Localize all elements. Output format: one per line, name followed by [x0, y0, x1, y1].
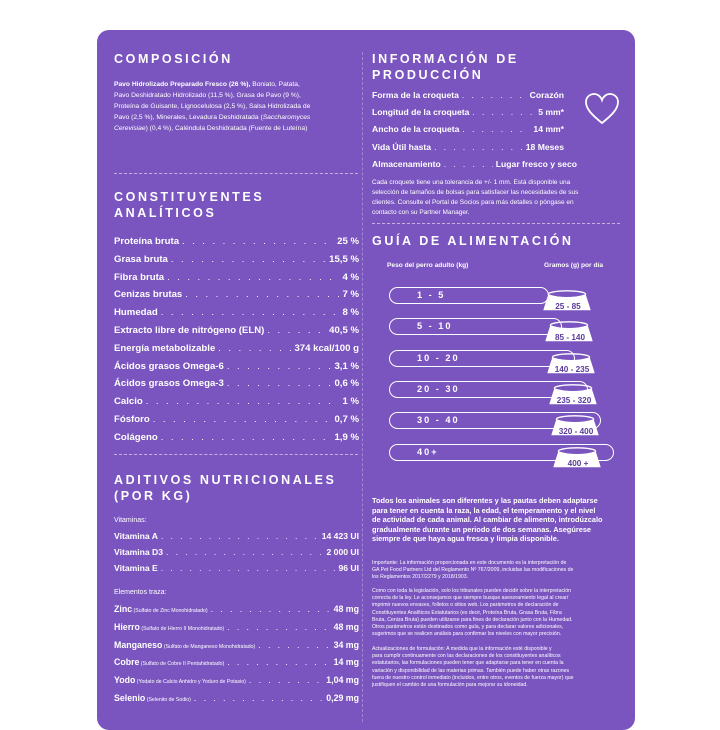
divider: [372, 223, 620, 224]
elements-heading: Elementos traza:: [114, 589, 167, 596]
dot-leader: [462, 90, 527, 100]
feeding-grams-label: 400 +: [567, 458, 589, 468]
element-row: [114, 622, 359, 632]
legal-line: variación y disponibilidad de las materias primas. También puede haber otras razones: [372, 667, 570, 674]
feeding-grams-label: 235 - 320: [556, 395, 592, 405]
feeding-advice-line: de actividad de cada animal. Al cambiar de alimento, introdúzcalo: [372, 515, 603, 525]
legal-line: sugerimos que se realicen análisis para confirmar los niveles con mayor precisión.: [372, 631, 562, 638]
legal-line: Constituyentes Analíticos Estatutarios (es decir, Proteína Bruta, Grasa Bruta, Fibra: [372, 609, 562, 616]
analytical-row-label: Proteína bruta: [114, 236, 180, 247]
element-row-note: (Sulfato de Manganeso Monohidratado): [162, 643, 256, 650]
legal-law: [372, 588, 627, 638]
production-note-line: clientes. Consulte el Portal de Socios para más detalles o póngase en: [372, 199, 574, 206]
vitamin-row-value: 2 000 UI: [326, 547, 359, 557]
legal-line: Otros parámetros están destinados como guía, y para declarar valores adicionales,: [372, 624, 564, 631]
analytical-row: [114, 378, 359, 389]
legal-line: los Reglamentos 2017/2279 y 2018/1903.: [372, 574, 469, 581]
analytical-row: [114, 325, 359, 336]
production-row-value: Lugar fresco y seco: [495, 158, 577, 169]
dot-leader: [444, 159, 493, 169]
analytical-row-label: Fibra bruta: [114, 271, 165, 283]
dot-leader: [161, 563, 336, 573]
element-row-note: (Selenito de Sodio): [145, 697, 191, 703]
production-row: [372, 142, 564, 152]
element-row: [114, 675, 359, 685]
analytical-row-label: Humedad: [114, 307, 158, 319]
element-row: [114, 657, 359, 667]
legal-line: GA Pet Food Partners Ltd del Reglamento Nº 767/2009, incluidas las modificaciones de: [372, 567, 574, 574]
analytical-row: [114, 432, 359, 443]
feeding-advice-line: siempre de que haya agua fresca y limpia disponible.: [372, 534, 559, 544]
element-row-note: (Sulfato de Zinc Monohidratado): [132, 608, 208, 614]
analytical-title-line1: CONSTITUYENTES: [114, 190, 265, 204]
analytical-row-value: 3,1 %: [334, 360, 359, 372]
production-note: [372, 178, 622, 218]
vitamin-row-label: Vitamina A: [114, 531, 158, 541]
analytical-row: [114, 236, 359, 247]
dot-leader: [227, 622, 330, 632]
production-row-label: Longitud de la croqueta: [372, 107, 470, 118]
legal-line: Actualizaciones de formulación: A medida que la información esté disponible y: [372, 646, 552, 652]
composition-line: Pavo Deshidratado Hidrolizado (11,5 %), Grasa de Pavo (9 %),: [114, 92, 301, 99]
dot-leader: [171, 254, 326, 265]
dot-leader: [267, 325, 326, 336]
analytical-row: [114, 272, 359, 283]
vitamin-row: [114, 563, 359, 573]
analytical-row-value: 1,9 %: [334, 431, 359, 443]
feeding-grams-label: 25 - 85: [555, 302, 581, 311]
analytical-row-value: 1 %: [342, 396, 359, 408]
composition-title: COMPOSICIÓN: [114, 52, 233, 66]
feeding-advice: [372, 496, 627, 544]
composition-line: Pavo Hidrolizado Preparado Fresco (26 %), Boniato, Patata,: [114, 81, 300, 88]
production-row: [372, 90, 564, 100]
production-row-label: Ancho de la croqueta: [372, 124, 460, 135]
element-row-note: (Sulfato de Hierro II Monohidratado): [139, 625, 225, 632]
element-row: [114, 693, 359, 703]
analytical-row-label: Extracto libre de nitrógeno (ELN): [114, 325, 265, 336]
element-row-value: 48 mg: [333, 604, 359, 614]
element-row-note: (Sulfato de Cobre II Pentahidratado): [139, 661, 225, 668]
dot-leader: [194, 693, 323, 703]
feeding-weight-range: 5 - 10: [417, 321, 453, 332]
feeding-col-grams: Gramos (g) por día: [544, 262, 603, 269]
element-row-label: Cobre: [114, 657, 140, 668]
analytical-row-value: 15,5 %: [329, 253, 359, 265]
dot-leader: [227, 657, 330, 667]
feeding-grams-label: 320 - 400: [558, 427, 594, 437]
dot-leader: [153, 414, 332, 425]
analytical-row-label: Colágeno: [114, 431, 158, 443]
divider: [114, 454, 358, 455]
composition-text: [114, 79, 364, 134]
additives-title-line2: (POR KG): [114, 489, 193, 503]
vitamin-row: [114, 531, 359, 541]
analytical-row: [114, 361, 359, 372]
production-title-line2: PRODUCCIÓN: [372, 68, 484, 82]
feeding-weight-range: 40+: [417, 446, 439, 457]
legal-important: [372, 560, 627, 582]
column-divider: [362, 52, 363, 722]
feeding-advice-line: Todos los animales son diferentes y las pautas deben adaptarse: [372, 496, 598, 505]
element-row-value: 34 mg: [333, 639, 359, 650]
vitamins-heading: Vitaminas:: [114, 517, 147, 524]
production-row-value: 5 mm*: [538, 107, 564, 118]
feeding-weight-bar: [389, 318, 562, 335]
feeding-weight-range: 10 - 20: [417, 352, 460, 363]
heart-outline-icon: [584, 92, 620, 126]
legal-line: correcta de la ley. Le aconsejamos que siempre busque asesoramiento legal al crear/: [372, 595, 569, 602]
production-row-label: Almacenamiento: [372, 158, 441, 169]
dot-leader: [258, 640, 330, 650]
dot-leader: [462, 124, 530, 134]
production-row-value: 18 Meses: [525, 141, 564, 152]
dot-leader: [249, 675, 323, 685]
element-row-value: 1,04 mg: [326, 675, 359, 686]
dot-leader: [227, 361, 332, 372]
element-row-value: 14 mg: [333, 657, 359, 668]
element-row-label: Hierro: [114, 621, 140, 632]
analytical-title-line2: ANALÍTICOS: [114, 206, 217, 220]
legal-line: estatutarios, las formulaciones pueden tener que adaptarse para tener en cuenta la: [372, 660, 564, 667]
analytical-row-value: 40,5 %: [329, 325, 359, 336]
analytical-row-value: 25 %: [337, 236, 359, 247]
composition-line: Pavo (2,5 %), Minerales, Levadura Deshidratada (Saccharomyces: [114, 114, 311, 121]
analytical-row: [114, 414, 359, 425]
element-row: [114, 604, 359, 614]
element-row-note: (Yodato de Calcio Anhidro y Yoduro de Potasio): [135, 679, 246, 686]
production-note-line: selección de tamaños de bolsas para satisfacer las necesidades de sus: [372, 189, 579, 196]
legal-line: fuera de nuestro control inmediato (incluidos, entre otros, eventos de fuerza mayor) que: [372, 674, 574, 681]
analytical-row-label: Ácidos grasos Omega-6: [114, 360, 224, 372]
analytical-row-label: Energía metabolizable: [114, 342, 216, 354]
element-row-label: Manganeso: [114, 639, 163, 650]
analytical-row-label: Cenizas brutas: [114, 289, 183, 301]
additives-title-line1: ADITIVOS NUTRICIONALES: [114, 473, 337, 487]
feeding-weight-bar: [389, 287, 549, 304]
dot-leader: [434, 142, 523, 152]
vitamin-row-label: Vitamina E: [114, 563, 158, 573]
dot-leader: [472, 107, 535, 117]
analytical-row-label: Fósforo: [114, 414, 150, 425]
analytical-row-value: 0,7 %: [334, 414, 359, 425]
dot-leader: [146, 396, 340, 407]
analytical-row-value: 7 %: [342, 289, 359, 301]
feeding-weight-range: 30 - 40: [417, 415, 460, 426]
production-row: [372, 124, 564, 134]
dot-leader: [218, 343, 291, 354]
legal-line: Importante: La información proporcionada en este documento es la interpretación de: [372, 560, 567, 566]
dot-leader: [227, 378, 332, 389]
analytical-row-label: Calcio: [114, 396, 143, 408]
element-row-label: Zinc: [114, 604, 133, 614]
analytical-row: [114, 289, 359, 300]
production-note-line: contacto con su Partner Manager.: [372, 209, 470, 216]
vitamin-row-label: Vitamina D3: [114, 547, 164, 557]
label-panel: [97, 30, 635, 730]
dot-leader: [182, 236, 334, 247]
legal-line: Bruta, Ceniza Bruta) pueden utilizarse para fines de declaración junto con la Humedad.: [372, 616, 573, 623]
vitamin-row: [114, 547, 359, 557]
production-row-value: 14 mm*: [533, 124, 564, 135]
production-row-label: Vida Útil hasta: [372, 141, 432, 152]
feeding-title: GUÍA DE ALIMENTACIÓN: [372, 234, 574, 248]
element-row-value: 48 mg: [333, 621, 359, 632]
analytical-row-label: Ácidos grasos Omega-3: [114, 378, 224, 390]
analytical-row: [114, 307, 359, 318]
composition-line: Proteína de Guisante, Lignocelulosa (2,5 %), Salsa Hidrolizada de: [114, 103, 311, 110]
production-row-label: Forma de la croqueta: [372, 90, 459, 100]
legal-line: para cumplir continuamente con las declaraciones de los constituyentes analíticos: [372, 653, 561, 660]
element-row-label: Yodo: [114, 675, 136, 686]
feeding-advice-line: para tener en cuenta la raza, la edad, el temperamento y el nivel: [372, 505, 596, 515]
feeding-weight-range: 20 - 30: [417, 383, 460, 394]
dot-leader: [161, 531, 319, 541]
dot-leader: [161, 432, 332, 443]
analytical-row: [114, 254, 359, 265]
element-row-value: 0,29 mg: [326, 693, 359, 703]
analytical-row-value: 0,6 %: [334, 378, 359, 390]
feeding-grams-label: 140 - 235: [554, 364, 590, 374]
vitamin-row-value: 96 UI: [338, 563, 359, 573]
divider: [114, 173, 358, 174]
dot-leader: [211, 604, 331, 614]
feeding-col-weight: Peso del perro adulto (kg): [387, 262, 469, 269]
legal-line: justifiquen el cambio de una formulación para mejorar su idoneidad.: [372, 682, 528, 689]
analytical-row-label: Grasa bruta: [114, 253, 168, 265]
feeding-grams-label: 85 - 140: [554, 333, 586, 343]
dot-leader: [166, 547, 323, 557]
production-title-line1: INFORMACIÓN DE: [372, 52, 519, 66]
production-row: [372, 107, 564, 117]
dot-leader: [167, 272, 339, 283]
feeding-weight-range: 1 - 5: [417, 290, 446, 300]
analytical-row: [114, 343, 359, 354]
composition-line: Cerevisiae) (0,4 %), Caléndula Deshidratada (Fuente de Luteína): [114, 125, 308, 132]
legal-updates: [372, 646, 627, 689]
legal-line: imprimir nuevos envases, folletos o sitios web. Los parámetros de declaración de: [372, 602, 559, 609]
element-row: [114, 640, 359, 650]
analytical-row-value: 374 kcal/100 g: [294, 342, 359, 354]
analytical-row-value: 4 %: [342, 271, 359, 283]
dot-leader: [185, 289, 339, 300]
feeding-advice-line: gradualmente durante un periodo de dos semanas. Asegúrese: [372, 524, 592, 534]
element-row-label: Selenio: [114, 693, 146, 703]
production-row: [372, 159, 577, 169]
analytical-row-value: 8 %: [342, 307, 359, 319]
production-row-value: Corazón: [529, 90, 564, 100]
analytical-row: [114, 396, 359, 407]
vitamin-row-value: 14 423 UI: [321, 531, 359, 541]
production-note-line: Cada croquete tiene una tolerancia de +/- 1 mm. Está disponible una: [372, 179, 571, 186]
legal-line: Como con toda la legislación, solo los tribunales pueden decidir sobre la interpretación: [372, 588, 571, 594]
dot-leader: [161, 307, 340, 318]
